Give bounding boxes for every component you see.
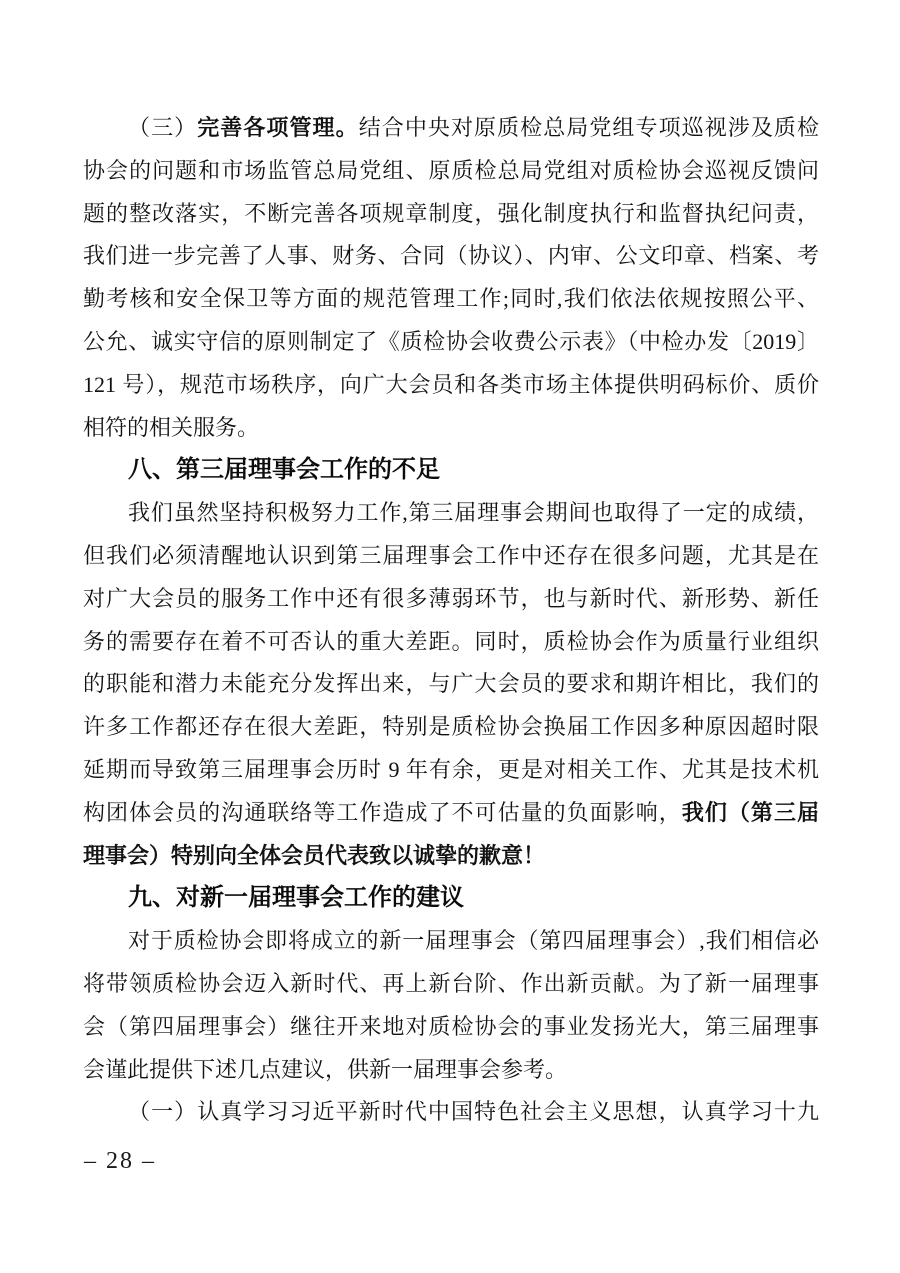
text-segment: 务的需要存在着不可否认的重大差距。同时，质检协会作为质量行业组织 <box>83 628 819 654</box>
text-line <box>83 835 819 878</box>
section-heading <box>83 877 819 920</box>
text-line <box>83 107 819 150</box>
text-line <box>83 1006 819 1049</box>
text-line <box>83 621 819 664</box>
text-segment: 会（第四届理事会）继往开来地对质检协会的事业发扬光大，第三届理事 <box>83 1013 819 1039</box>
text-segment: 完善各项管理。 <box>197 115 359 140</box>
text-segment: 延期而导致第三届理事会历时 9 年有余，更是对相关工作、尤其是技术机 <box>83 756 819 782</box>
text-line <box>83 920 819 963</box>
text-segment: 勤考核和安全保卫等方面的规范管理工作;同时,我们依法依规按照公平、 <box>83 286 819 312</box>
text-line <box>83 235 819 278</box>
text-line <box>83 963 819 1006</box>
text-line <box>83 1049 819 1092</box>
text-segment: 121 号），规范市场秩序，向广大会员和各类市场主体提供明码标价、质价 <box>83 371 819 397</box>
text-segment: 题的整改落实，不断完善各项规章制度，强化制度执行和监督执纪问责， <box>83 200 819 226</box>
text-segment: 八、第三届理事会工作的不足 <box>128 456 440 484</box>
text-line <box>83 749 819 792</box>
text-line <box>83 150 819 193</box>
text-line <box>83 1091 819 1134</box>
text-segment: 九、对新一届理事会工作的建议 <box>128 884 464 912</box>
text-segment: 结合中央对原质检总局党组专项巡视涉及质检 <box>358 115 819 140</box>
text-segment: 我们进一步完善了人事、财务、合同（协议）、内审、公文印章、档案、考 <box>83 243 819 269</box>
document-body <box>83 107 819 1134</box>
text-segment: 协会的问题和市场监管总局党组、原质检总局党组对质检协会巡视反馈问 <box>83 157 819 183</box>
text-segment: 我们（第三届 <box>681 799 819 825</box>
text-segment: 公允、诚实守信的原则制定了《质检协会收费公示表》（中检办发〔2019〕 <box>83 328 819 354</box>
text-line <box>83 535 819 578</box>
text-segment: 对于质检协会即将成立的新一届理事会（第四届理事会）,我们相信必 <box>128 928 819 954</box>
text-segment: 构团体会员的沟通联络等工作造成了不可估量的负面影响， <box>83 799 682 825</box>
text-line <box>83 792 819 835</box>
text-segment: 会谨此提供下述几点建议，供新一届理事会参考。 <box>83 1056 568 1082</box>
text-segment: 的职能和潜力未能充分发挥出来，与广大会员的要求和期许相比，我们的 <box>83 671 819 697</box>
text-line <box>83 492 819 535</box>
text-segment: 对广大会员的服务工作中还有很多薄弱环节，也与新时代、新形势、新任 <box>83 585 819 611</box>
section-heading <box>83 449 819 492</box>
text-segment: 许多工作都还存在很大差距，特别是质检协会换届工作因多种原因超时限 <box>83 714 819 740</box>
text-segment: 但我们必须清醒地认识到第三届理事会工作中还存在很多问题，尤其是在 <box>83 542 819 568</box>
text-line <box>83 193 819 236</box>
text-line <box>83 278 819 321</box>
text-segment: 我们虽然坚持积极努力工作,第三届理事会期间也取得了一定的成绩， <box>128 500 819 526</box>
text-segment: （一）认真学习习近平新时代中国特色社会主义思想，认真学习十九 <box>128 1099 819 1125</box>
text-segment: 将带领质检协会迈入新时代、再上新台阶、作出新贡献。为了新一届理事 <box>83 970 819 996</box>
text-segment: （三） <box>128 115 198 140</box>
text-segment: 理事会）特别向全体会员代表致以诚挚的歉意！ <box>83 842 546 868</box>
text-line <box>83 663 819 706</box>
text-segment: 相符的相关服务。 <box>83 414 260 440</box>
text-line <box>83 578 819 621</box>
page-number: – 28 – <box>84 1148 156 1174</box>
text-line <box>83 407 819 450</box>
text-line <box>83 364 819 407</box>
text-line <box>83 706 819 749</box>
text-line <box>83 321 819 364</box>
